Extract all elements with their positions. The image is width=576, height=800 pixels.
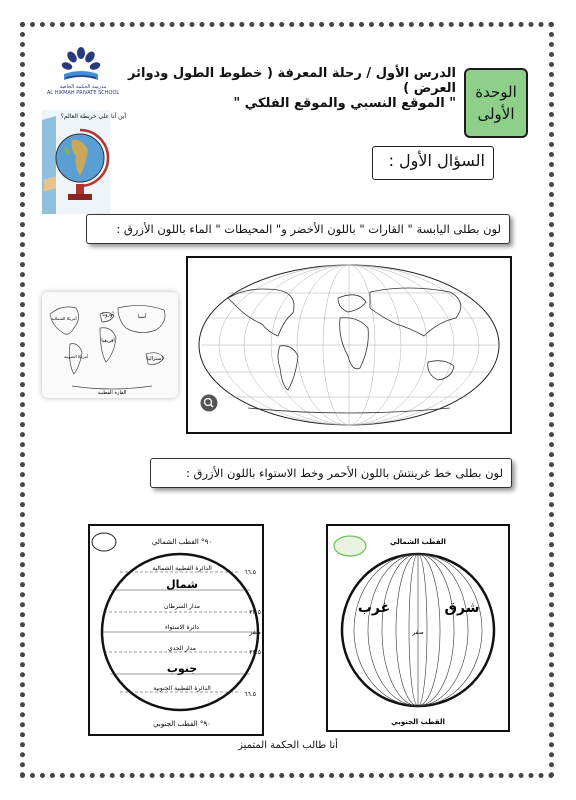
- latitude-drawing: [90, 526, 262, 734]
- longitude-diagram: [326, 524, 510, 732]
- north-pole-label-2: القطب الشمالي: [390, 538, 446, 546]
- degree-23-north: ٢٣.٥: [249, 609, 261, 616]
- south-pole-label: ٩٠° القطب الجنوبي: [153, 720, 211, 728]
- unit-line-2: الأولى: [477, 105, 515, 123]
- arctic-circle-label: الدائرة القطبية الشمالية: [152, 565, 212, 572]
- degree-66-south: ٦٦.٥: [244, 691, 256, 698]
- school-name-en: AL HIKMAH PRIVATE SCHOOL: [46, 90, 120, 96]
- map-label-antarctica: القارة القطبية: [97, 390, 127, 396]
- map-label-north-america: أمريكا الشمالية: [51, 316, 77, 321]
- globe-illustration: [42, 110, 110, 214]
- map-label-south-america: أمريكا الجنوبية: [64, 354, 88, 359]
- west-label: غرب: [357, 600, 391, 616]
- tropic-cancer-label: مدار السرطان: [163, 603, 201, 610]
- north-pole-label: ٩٠° القطب الشمالي: [151, 538, 213, 546]
- longitude-drawing: [328, 526, 508, 730]
- degree-66-north: ٦٦.٥: [244, 569, 256, 576]
- tropic-capricorn-label: مدار الجدي: [167, 645, 197, 652]
- unit-badge: [464, 68, 528, 138]
- antarctic-circle-label: الدائرة القطبية الجنوبية: [153, 685, 211, 692]
- lesson-subtitle: " الموقع النسبي والموقع الفلكي ": [233, 96, 456, 111]
- school-name: [44, 84, 122, 96]
- world-map-outline: [186, 256, 512, 434]
- world-map-drawing: [188, 258, 510, 432]
- prime-meridian-zero: صفر: [412, 629, 424, 636]
- latitude-diagram: [88, 524, 264, 736]
- degree-zero: صفر: [249, 629, 261, 636]
- south-pole-label-2: القطب الجنوبي: [391, 718, 445, 726]
- north-label: شمال: [166, 578, 198, 591]
- degree-23-south: ٢٣.٥: [249, 649, 261, 656]
- east-label: شرق: [444, 600, 480, 616]
- question-label: السؤال الأول :: [372, 146, 494, 180]
- south-label: جنوب: [166, 662, 198, 675]
- globe-caption: أين أنا على خريطة العالم؟: [60, 113, 126, 120]
- unit-line-1: الوحدة: [475, 83, 517, 101]
- footer-text: أنا طالب الحكمة المتميز: [238, 740, 338, 751]
- map-label-australia: أستراليا: [147, 356, 163, 362]
- map-label-africa: أفريقيا: [101, 338, 115, 344]
- map-label-europe: أوروبا: [102, 312, 114, 318]
- school-name-ar: مدرسة الحكمة الخاصة: [59, 84, 107, 90]
- world-map-reference: [42, 292, 178, 398]
- image-search-icon[interactable]: [200, 394, 218, 412]
- world-map-reference-drawing: [42, 292, 178, 398]
- map-label-asia: آسيا: [137, 314, 147, 320]
- lesson-title: الدرس الأول / رحلة المعرفة ( خطوط الطول ودوائر العرض ): [128, 66, 456, 96]
- instruction-2: لون بطلى خط غرينتش باللون الأحمر وخط الاستواء باللون الأزرق :: [150, 458, 512, 488]
- equator-label: دائرة الاستواء: [165, 624, 199, 631]
- instruction-1: لون بطلى اليابسة " القارات " باللون الأخضر و" المحيطات " الماء باللون الأزرق :: [86, 214, 510, 244]
